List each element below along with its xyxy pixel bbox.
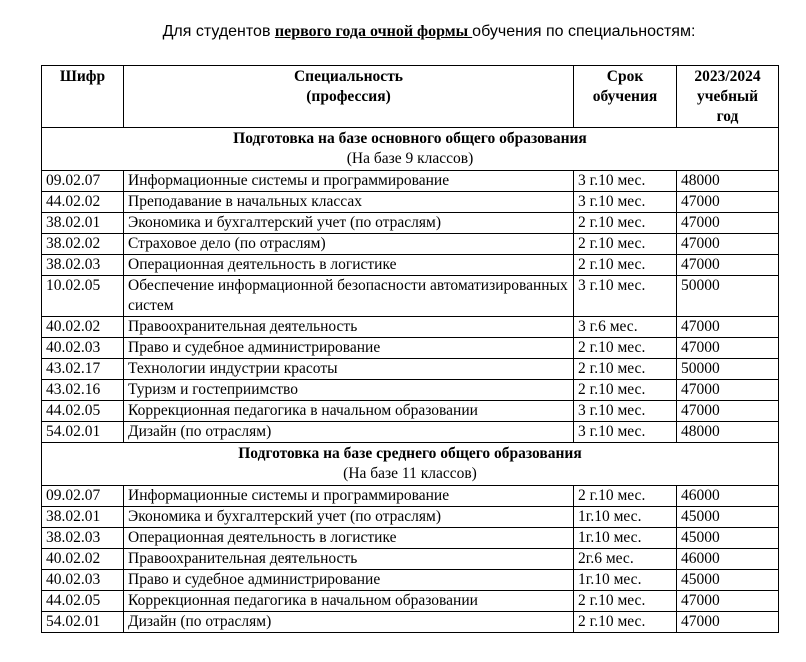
header-specialty: Специальность (профессия) — [124, 66, 574, 128]
table-row — [42, 422, 779, 443]
table-row — [42, 276, 779, 317]
specialty-cell: Правоохранительная деятельность — [124, 549, 574, 570]
section-subtitle: (На базе 11 классов) — [343, 465, 477, 482]
code-cell: 40.02.03 — [42, 338, 124, 359]
code-cell: 54.02.01 — [42, 612, 124, 633]
term-cell: 2 г.10 мес. — [574, 338, 677, 359]
intro-emphasis: первого года очной формы — [274, 23, 473, 40]
fee-cell: 45000 — [677, 528, 779, 549]
term-cell: 2 г.10 мес. — [574, 255, 677, 276]
term-cell: 2 г.10 мес. — [574, 234, 677, 255]
term-cell: 3 г.6 мес. — [574, 317, 677, 338]
table-row — [42, 213, 779, 234]
table-row — [42, 255, 779, 276]
code-cell: 09.02.07 — [42, 171, 124, 192]
fee-cell: 47000 — [677, 234, 779, 255]
specialty-cell: Страховое дело (по отраслям) — [124, 234, 574, 255]
table-row — [42, 507, 779, 528]
code-cell: 40.02.03 — [42, 570, 124, 591]
fee-cell: 50000 — [677, 359, 779, 380]
code-cell: 44.02.02 — [42, 192, 124, 213]
term-cell: 2 г.10 мес. — [574, 213, 677, 234]
table-row — [42, 549, 779, 570]
fee-cell: 50000 — [677, 276, 779, 317]
table-row — [42, 570, 779, 591]
header-code: Шифр — [42, 66, 124, 128]
specialty-cell: Право и судебное администрирование — [124, 338, 574, 359]
table-row — [42, 359, 779, 380]
specialty-cell: Преподавание в начальных классах — [124, 192, 574, 213]
term-cell: 2 г.10 мес. — [574, 380, 677, 401]
term-cell: 2 г.10 мес. — [574, 486, 677, 507]
fee-cell: 46000 — [677, 486, 779, 507]
tuition-table — [41, 65, 779, 633]
fee-cell: 47000 — [677, 192, 779, 213]
table-row — [42, 171, 779, 192]
code-cell: 44.02.05 — [42, 591, 124, 612]
code-cell: 40.02.02 — [42, 549, 124, 570]
code-cell: 43.02.17 — [42, 359, 124, 380]
header-term: Срок обучения — [574, 66, 677, 128]
code-cell: 44.02.05 — [42, 401, 124, 422]
table-row — [42, 317, 779, 338]
fee-cell: 47000 — [677, 591, 779, 612]
code-cell: 38.02.01 — [42, 507, 124, 528]
table-row — [42, 401, 779, 422]
code-cell: 38.02.01 — [42, 213, 124, 234]
term-cell: 1г.10 мес. — [574, 570, 677, 591]
code-cell: 09.02.07 — [42, 486, 124, 507]
table-row — [42, 486, 779, 507]
term-cell: 1г.10 мес. — [574, 528, 677, 549]
term-cell: 3 г.10 мес. — [574, 422, 677, 443]
table-row — [42, 591, 779, 612]
code-cell: 10.02.05 — [42, 276, 124, 317]
section-title: Подготовка на базе среднего общего образования — [238, 445, 582, 462]
specialty-cell: Правоохранительная деятельность — [124, 317, 574, 338]
section-subtitle: (На базе 9 классов) — [346, 150, 474, 167]
specialty-cell: Дизайн (по отраслям) — [124, 612, 574, 633]
code-cell: 38.02.03 — [42, 255, 124, 276]
code-cell: 40.02.02 — [42, 317, 124, 338]
fee-cell: 46000 — [677, 549, 779, 570]
term-cell: 2 г.10 мес. — [574, 612, 677, 633]
specialty-cell: Информационные системы и программирование — [124, 171, 574, 192]
term-cell: 3 г.10 мес. — [574, 171, 677, 192]
fee-cell: 45000 — [677, 570, 779, 591]
term-cell: 3 г.10 мес. — [574, 401, 677, 422]
term-cell: 1г.10 мес. — [574, 507, 677, 528]
table-row — [42, 234, 779, 255]
table-row — [42, 192, 779, 213]
table-body — [42, 128, 779, 633]
section-header-row — [42, 443, 779, 486]
code-cell: 43.02.16 — [42, 380, 124, 401]
specialty-cell: Технологии индустрии красоты — [124, 359, 574, 380]
table-row — [42, 612, 779, 633]
code-cell: 54.02.01 — [42, 422, 124, 443]
table-row — [42, 338, 779, 359]
fee-cell: 48000 — [677, 422, 779, 443]
term-cell: 2 г.10 мес. — [574, 591, 677, 612]
section-header-cell — [42, 443, 779, 486]
fee-cell: 48000 — [677, 171, 779, 192]
specialty-cell: Информационные системы и программирование — [124, 486, 574, 507]
specialty-cell: Операционная деятельность в логистике — [124, 528, 574, 549]
table-row — [42, 528, 779, 549]
fee-cell: 47000 — [677, 255, 779, 276]
term-cell: 2 г.10 мес. — [574, 359, 677, 380]
term-cell: 2г.6 мес. — [574, 549, 677, 570]
code-cell: 38.02.02 — [42, 234, 124, 255]
section-header-row — [42, 128, 779, 171]
fee-cell: 45000 — [677, 507, 779, 528]
specialty-cell: Туризм и гостеприимство — [124, 380, 574, 401]
specialty-cell: Экономика и бухгалтерский учет (по отраслям) — [124, 507, 574, 528]
table-row — [42, 380, 779, 401]
term-cell: 3 г.10 мес. — [574, 192, 677, 213]
specialty-cell: Право и судебное администрирование — [124, 570, 574, 591]
section-title: Подготовка на базе основного общего образования — [233, 130, 587, 147]
fee-cell: 47000 — [677, 338, 779, 359]
fee-cell: 47000 — [677, 380, 779, 401]
code-cell: 38.02.03 — [42, 528, 124, 549]
table-header-row — [42, 66, 779, 128]
section-header-cell — [42, 128, 779, 171]
intro-line — [0, 22, 806, 42]
specialty-cell: Коррекционная педагогика в начальном образовании — [124, 591, 574, 612]
term-cell: 3 г.10 мес. — [574, 276, 677, 317]
intro-suffix: обучения по специальностям: — [472, 23, 696, 40]
specialty-cell: Операционная деятельность в логистике — [124, 255, 574, 276]
intro-prefix: Для студентов — [162, 23, 275, 40]
specialty-cell: Дизайн (по отраслям) — [124, 422, 574, 443]
header-fee: 2023/2024 учебный год — [677, 66, 779, 128]
fee-cell: 47000 — [677, 317, 779, 338]
fee-cell: 47000 — [677, 612, 779, 633]
fee-cell: 47000 — [677, 213, 779, 234]
specialty-cell: Коррекционная педагогика в начальном образовании — [124, 401, 574, 422]
fee-cell: 47000 — [677, 401, 779, 422]
specialty-cell: Обеспечение информационной безопасности автоматизированных систем — [124, 276, 574, 317]
specialty-cell: Экономика и бухгалтерский учет (по отраслям) — [124, 213, 574, 234]
